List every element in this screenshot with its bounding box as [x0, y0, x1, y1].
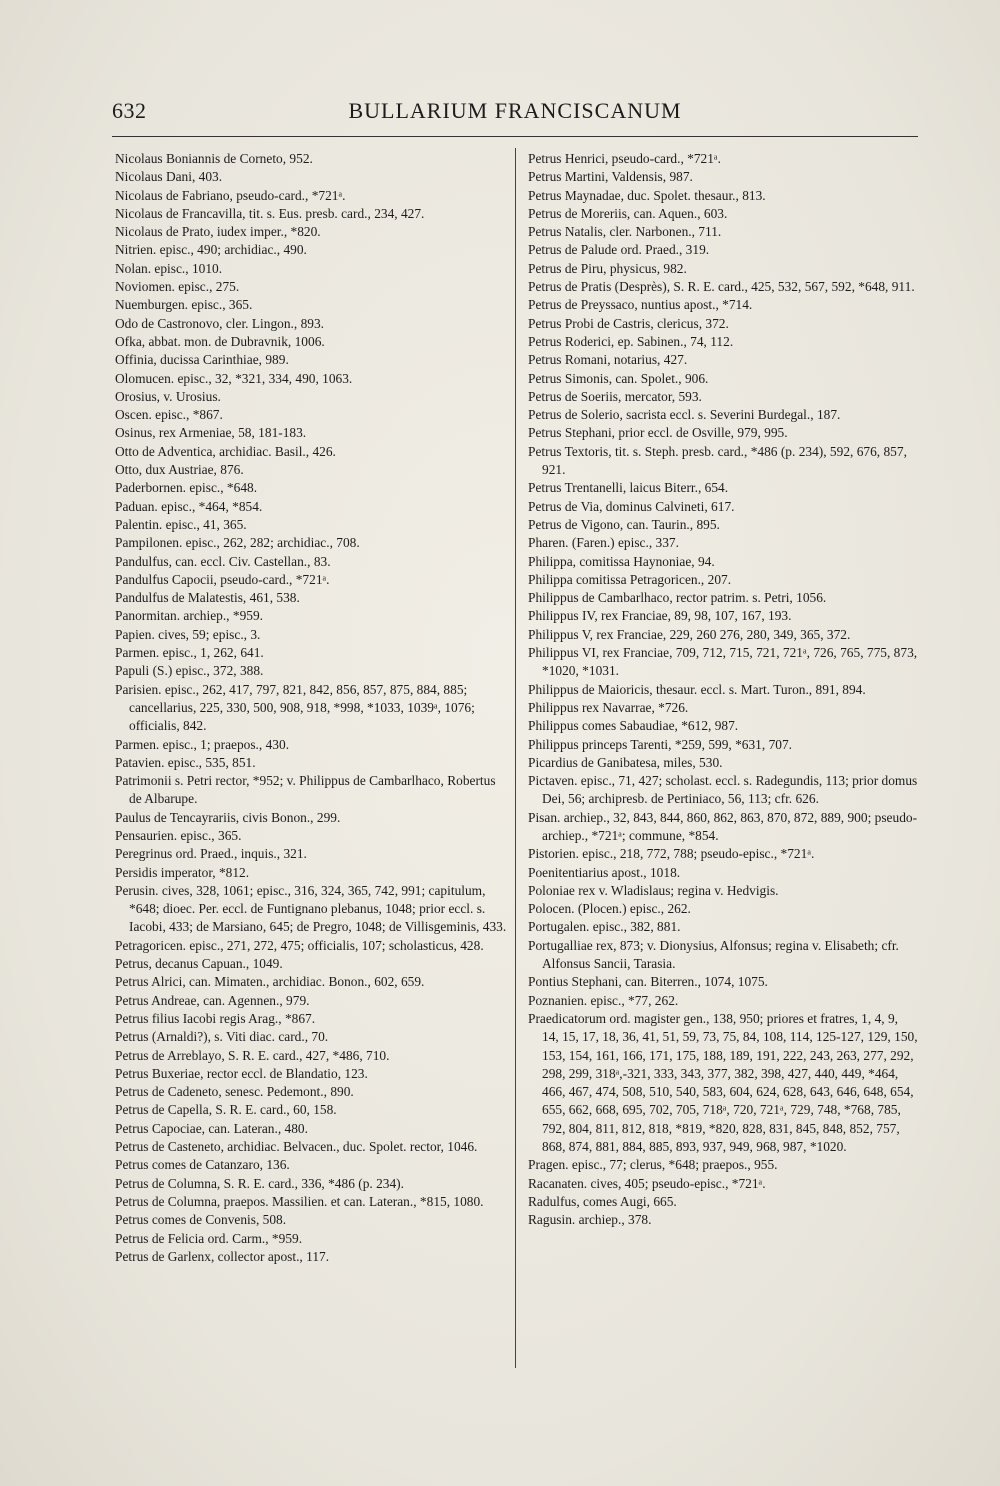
index-entry: Petrus de Preyssaco, nuntius apost., *714. — [528, 297, 753, 313]
index-entry: Philippus de Cambarlhaco, rector patrim. s. Petri, 1056. — [528, 590, 827, 606]
index-entry: Orosius, v. Urosius. — [115, 388, 221, 404]
index-entry: Poloniae rex v. Wladislaus; regina v. Hedvigis. — [528, 882, 779, 898]
index-entry: Philippa, comitissa Haynoniae, 94. — [528, 553, 715, 569]
index-entry: Petrus de Vigono, can. Taurin., 895. — [528, 516, 720, 532]
index-entry: Petrus Alrici, can. Mimaten., archidiac. Bonon., 602, 659. — [115, 974, 425, 990]
index-entry: Pontius Stephani, can. Biterren., 1074, 1075. — [528, 974, 768, 990]
index-entry: Pragen. episc., 77; clerus, *648; praepos., 955. — [528, 1157, 778, 1173]
index-entry: Picardius de Ganibatesa, miles, 530. — [528, 754, 723, 770]
index-entry: Petrus Natalis, cler. Narbonen., 711. — [528, 224, 722, 240]
index-entry: Petrus Roderici, ep. Sabinen., 74, 112. — [528, 333, 734, 349]
index-entry: Portugalen. episc., 382, 881. — [528, 919, 681, 935]
running-title: BULLARIUM FRANCISCANUM — [348, 98, 682, 123]
index-entry: Petrus de Palude ord. Praed., 319. — [528, 242, 710, 258]
index-entry: Ofka, abbat. mon. de Dubravnik, 1006. — [115, 333, 325, 349]
index-entry: Petragoricen. episc., 271, 272, 475; officialis, 107; scholasticus, 428. — [115, 937, 484, 953]
index-entry: Poznanien. episc., *77, 262. — [528, 992, 679, 1008]
index-entry: Odo de Castronovo, cler. Lingon., 893. — [115, 315, 325, 331]
index-entry: Palentin. episc., 41, 365. — [115, 516, 247, 532]
index-entry: Offinia, ducissa Carinthiae, 989. — [115, 352, 289, 368]
index-entry: Nicolaus Boniannis de Corneto, 952. — [115, 151, 313, 166]
index-entry: Pampilonen. episc., 262, 282; archidiac., 708. — [115, 535, 360, 551]
index-entry: Petrus de Solerio, sacrista eccl. s. Severini Burdegal., 187. — [528, 407, 841, 423]
index-entry: Nicolaus de Francavilla, tit. s. Eus. presb. card., 234, 427. — [115, 205, 425, 221]
index-entry: Petrus Simonis, can. Spolet., 906. — [528, 370, 709, 386]
index-entry: Pensaurien. episc., 365. — [115, 827, 242, 843]
index-entry: Paulus de Tencayrariis, civis Bonon., 299. — [115, 809, 341, 825]
index-entry: Petrus de Casteneto, archidiac. Belvacen., duc. Spolet. rector, 1046. — [115, 1139, 478, 1155]
index-entry: Pandulfus Capocii, pseudo-card., *721ᵃ. — [115, 571, 330, 587]
index-entry: Philippus IV, rex Franciae, 89, 98, 107, 167, 193. — [528, 608, 792, 624]
column-divider — [515, 148, 516, 1368]
index-entry: Petrus de Soeriis, mercator, 593. — [528, 388, 702, 404]
index-entry: Parisien. episc., 262, 417, 797, 821, 842, 856, 857, 875, 884, 885; cancellarius, 225, 330, 500, 908, 918, *998, *1033, 1039ᵃ, 1076; officialis, 842. — [115, 681, 475, 734]
index-entry: Papuli (S.) episc., 372, 388. — [115, 663, 264, 679]
index-entry: Nuemburgen. episc., 365. — [115, 297, 253, 313]
index-entry: Ragusin. archiep., 378. — [528, 1212, 652, 1228]
index-entry: Praedicatorum ord. magister gen., 138, 950; priores et fratres, 1, 4, 9, 14, 15, 17, 18, 36, 41, 51, 59, 73, 75, 84, 108, 114, 125-127, 129, 150, 153, 154, 161, 166, 171, 175, 188, 189, 191, 222, 243, 263, 277, 292, 298, 299, 318ᵃ,-321, 333, 343, 377, 382, 398, 427, 440, 449, *464, 466, 467, 474, 508, 510, 540, 583, 604, 624, 628, 643, 646, 648, 654, 655, 662, 668, 695, 702, 705, 718ᵃ, 720, 721ᵃ, 729, 748, *768, 785, 792, 804, 811, 812, 818, *819, *820, 828, 831, 845, 848, 852, 757, 868, 874, 881, 884, 885, 893, 937, 949, 968, 987, *1020. — [528, 1010, 918, 1155]
index-entry: Petrus de Via, dominus Calvineti, 617. — [528, 498, 735, 514]
index-entry: Radulfus, comes Augi, 665. — [528, 1193, 677, 1209]
index-entry: Paderbornen. episc., *648. — [115, 480, 258, 496]
index-entry: Osinus, rex Armeniae, 58, 181-183. — [115, 425, 307, 441]
index-entry: Petrus Martini, Valdensis, 987. — [528, 169, 693, 185]
index-entry: Philippus princeps Tarenti, *259, 599, *631, 707. — [528, 736, 793, 752]
header-rule — [112, 136, 918, 137]
index-entry: Nicolaus Dani, 403. — [115, 169, 223, 185]
index-entry: Philippus de Maioricis, thesaur. eccl. s. Mart. Turon., 891, 894. — [528, 681, 866, 697]
index-entry: Petrus de Columna, S. R. E. card., 336, *486 (p. 234). — [115, 1175, 404, 1191]
index-entry: Otto, dux Austriae, 876. — [115, 462, 244, 478]
index-entry: Pistorien. episc., 218, 772, 788; pseudo-episc., *721ᵃ. — [528, 846, 815, 862]
index-entry: Philippus comes Sabaudiae, *612, 987. — [528, 718, 739, 734]
index-entry: Philippus V, rex Franciae, 229, 260 276, 280, 349, 365, 372. — [528, 626, 851, 642]
index-entry: Petrus Andreae, can. Agennen., 979. — [115, 992, 310, 1008]
right-column — [528, 150, 918, 1230]
index-entry: Pictaven. episc., 71, 427; scholast. eccl. s. Radegundis, 113; prior domus Dei, 56; archipresb. de Pertiniaco, 56, 113; cfr. 626. — [528, 773, 918, 807]
page-number: 632 — [112, 98, 147, 123]
index-entry: Petrus Romani, notarius, 427. — [528, 352, 688, 368]
index-entry: Petrus (Arnaldi?), s. Viti diac. card., 70. — [115, 1029, 329, 1045]
index-entry: Oscen. episc., *867. — [115, 407, 223, 423]
index-entry: Philippus rex Navarrae, *726. — [528, 699, 689, 715]
index-entry: Petrus filius Iacobi regis Arag., *867. — [115, 1010, 316, 1026]
index-entry: Parmen. episc., 1, 262, 641. — [115, 645, 264, 661]
index-entry: Patrimonii s. Petri rector, *952; v. Philippus de Cambarlhaco, Robertus de Albarupe. — [115, 773, 496, 807]
index-entry: Petrus de Pratis (Desprès), S. R. E. card., 425, 532, 567, 592, *648, 911. — [528, 279, 915, 295]
index-entry: Perusin. cives, 328, 1061; episc., 316, 324, 365, 742, 991; capitulum, *648; dioec. Per. eccl. de Funtignano plebanus, 1048; prior eccl. s. Iacobi, 433; de Marsiano, 645; de Pregro, 1048; de Villisgeminis, 433. — [115, 882, 507, 935]
index-entry: Paduan. episc., *464, *854. — [115, 498, 263, 514]
index-entry: Petrus Buxeriae, rector eccl. de Blandatio, 123. — [115, 1065, 368, 1081]
index-entry: Nicolaus de Fabriano, pseudo-card., *721ᵃ. — [115, 187, 346, 203]
index-entry: Petrus comes de Convenis, 508. — [115, 1212, 287, 1228]
index-entry: Racanaten. cives, 405; pseudo-episc., *721ᵃ. — [528, 1175, 766, 1191]
index-entry: Portugalliae rex, 873; v. Dionysius, Alfonsus; regina v. Elisabeth; cfr. Alfonsus Sancii, Tarasia. — [528, 937, 899, 972]
index-entry: Pandulfus de Malatestis, 461, 538. — [115, 590, 300, 606]
index-entry: Petrus de Piru, physicus, 982. — [528, 260, 687, 276]
index-entry: Poenitentiarius apost., 1018. — [528, 864, 681, 880]
index-entry: Peregrinus ord. Praed., inquis., 321. — [115, 846, 307, 862]
index-entry: Petrus de Garlenx, collector apost., 117. — [115, 1248, 330, 1264]
index-entry: Nicolaus de Prato, iudex imper., *820. — [115, 224, 321, 240]
index-entry: Petrus Capociae, can. Lateran., 480. — [115, 1120, 308, 1136]
index-entry: Pandulfus, can. eccl. Civ. Castellan., 83. — [115, 553, 331, 569]
index-entry: Petrus Stephani, prior eccl. de Osville, 979, 995. — [528, 425, 788, 441]
index-entry: Patavien. episc., 535, 851. — [115, 754, 256, 770]
index-entry: Petrus Maynadae, duc. Spolet. thesaur., 813. — [528, 187, 766, 203]
index-entry: Philippa comitissa Petragoricen., 207. — [528, 571, 732, 587]
index-entry: Pisan. archiep., 32, 843, 844, 860, 862, 863, 870, 872, 889, 900; pseudo-archiep., *721ᵃ; commune, *854. — [528, 809, 918, 843]
index-entry: Otto de Adventica, archidiac. Basil., 426. — [115, 443, 336, 459]
index-entry: Petrus de Columna, praepos. Massilien. et can. Lateran., *815, 1080. — [115, 1193, 484, 1209]
index-entry: Nolan. episc., 1010. — [115, 260, 223, 276]
index-entry: Olomucen. episc., 32, *321, 334, 490, 1063. — [115, 370, 353, 386]
index-entry: Petrus Henrici, pseudo-card., *721ᵃ. — [528, 151, 721, 166]
index-entry: Petrus de Felicia ord. Carm., *959. — [115, 1230, 303, 1246]
index-entry: Petrus de Arreblayo, S. R. E. card., 427, *486, 710. — [115, 1047, 390, 1063]
page-header — [112, 98, 918, 128]
index-entry: Petrus comes de Catanzaro, 136. — [115, 1157, 290, 1173]
index-entry: Panormitan. archiep., *959. — [115, 608, 264, 624]
index-entry: Petrus Trentanelli, laicus Biterr., 654. — [528, 480, 729, 496]
index-entry: Parmen. episc., 1; praepos., 430. — [115, 736, 290, 752]
index-entry: Petrus Probi de Castris, clericus, 372. — [528, 315, 729, 331]
index-entry: Petrus de Moreriis, can. Aquen., 603. — [528, 205, 728, 221]
index-entry: Petrus de Capella, S. R. E. card., 60, 158. — [115, 1102, 337, 1118]
index-entry: Noviomen. episc., 275. — [115, 279, 240, 295]
index-entry: Pharen. (Faren.) episc., 337. — [528, 535, 679, 551]
index-entry: Papien. cives, 59; episc., 3. — [115, 626, 261, 642]
index-entry: Persidis imperator, *812. — [115, 864, 250, 880]
index-entry: Petrus de Cadeneto, senesc. Pedemont., 890. — [115, 1084, 354, 1100]
index-entry: Nitrien. episc., 490; archidiac., 490. — [115, 242, 307, 258]
index-entry: Polocen. (Plocen.) episc., 262. — [528, 901, 691, 917]
index-entry: Petrus Textoris, tit. s. Steph. presb. card., *486 (p. 234), 592, 676, 857, 921. — [528, 443, 907, 478]
index-entry: Philippus VI, rex Franciae, 709, 712, 715, 721, 721ᵃ, 726, 765, 775, 873, *1020, *1031. — [528, 645, 918, 679]
left-column — [115, 150, 507, 1266]
index-entry: Petrus, decanus Capuan., 1049. — [115, 956, 283, 972]
